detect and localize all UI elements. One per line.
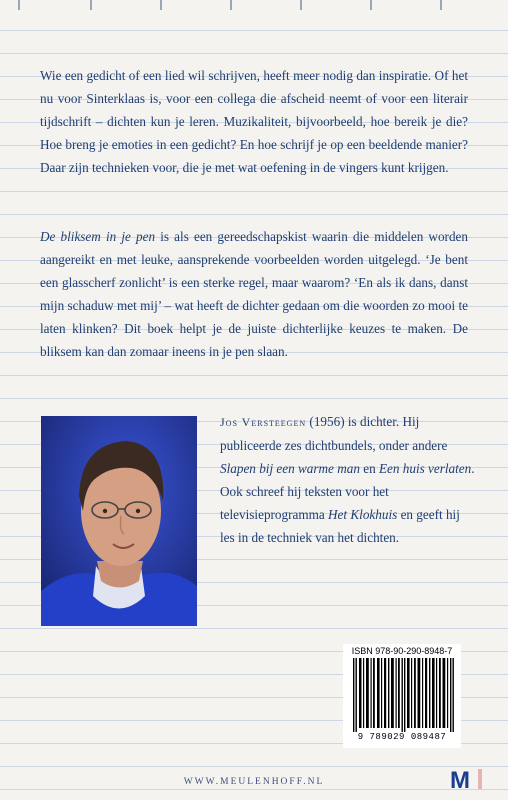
barcode — [343, 644, 461, 748]
tab-mark — [300, 0, 302, 10]
author-portrait-image — [41, 416, 197, 626]
author-bio — [220, 410, 475, 549]
author-name: Jos Versteegen — [220, 415, 307, 429]
publisher-website[interactable]: WWW.MEULENHOFF.NL — [183, 777, 325, 787]
tab-mark — [90, 0, 92, 10]
description-body: is als een gereedschapskist waarin die middelen worden aangereikt en met leuke, aansprekende voorbeelden worden uitgelegd. ‘Je bent een glasscherf zonlicht’ is een sterke regel, maar waarom? ‘En als ik dans, danst mijn schaduw met mij’ – wat heeft de dichter gedaan om die woorden zo mooi te laten klinken? Dit boek helpt je de juiste dichterlijke keuzes te maken. De bliksem kan dan zomaar ineens in je pen slaan. — [40, 229, 468, 359]
description-paragraph — [40, 225, 468, 363]
bio-text-2: en — [359, 461, 379, 476]
author-photo — [41, 416, 197, 626]
tab-mark — [18, 0, 20, 10]
barcode-bars — [351, 658, 455, 732]
tab-mark — [370, 0, 372, 10]
publisher-logo-icon — [448, 766, 488, 792]
intro-paragraph — [40, 64, 468, 179]
tab-mark — [230, 0, 232, 10]
publisher-logo-letter: M — [450, 767, 470, 792]
isbn-label: ISBN 978-90-290-8948-7 — [351, 646, 453, 656]
description-text — [40, 225, 468, 363]
bio-book-2: Een huis verlaten — [378, 461, 472, 476]
book-title: De bliksem in je pen — [40, 229, 156, 244]
bio-book-1: Slapen bij een warme man — [220, 461, 360, 476]
bio-text-4: en geeft hij les in de techniek van het dichten. — [220, 507, 460, 545]
barcode-digits: 9 789029 089487 — [357, 732, 447, 742]
bio-text-1: (1956) is dichter. Hij publiceerde zes dichtbundels, onder andere — [220, 414, 448, 453]
intro-text: Wie een gedicht of een lied wil schrijven, heeft meer nodig dan inspiratie. Of het nu voor Sinterklaas is, voor een collega die afscheid neemt of voor een literair tijdschrift – dichten kun je leren. Muzikaliteit, bijvoorbeeld, hoe bereik je die? Hoe breng je emoties in een gedicht? En hoe schrijf je op een beeldende manier? Daar zijn technieken voor, die je met wat oefening in de vingers kunt krijgen. — [40, 68, 468, 175]
tab-mark — [440, 0, 442, 10]
bio-program: Het Klokhuis — [328, 507, 398, 522]
bio-text-3: . Ook schreef hij teksten voor het televisieprogramma — [220, 461, 475, 522]
tab-mark — [160, 0, 162, 10]
